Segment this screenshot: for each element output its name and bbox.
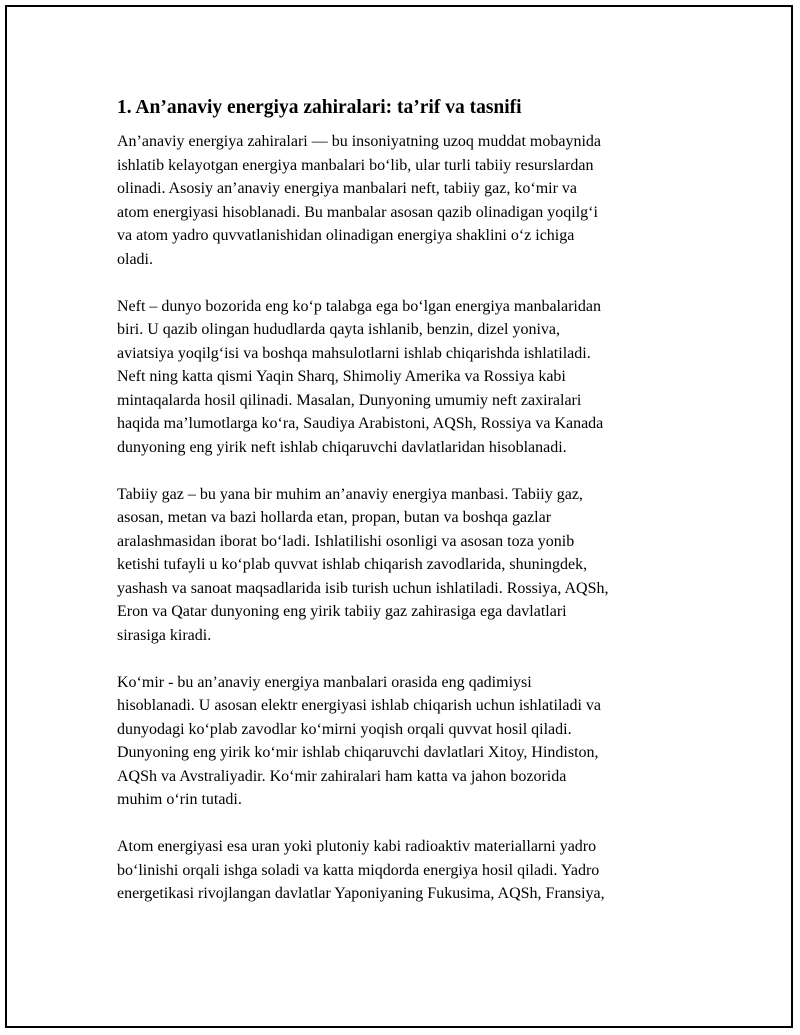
text-line: yashash va sanoat maqsadlarida isib turish uchun ishlatiladi. Rossiya, AQSh, bbox=[117, 579, 609, 597]
text-line: biri. U qazib olingan hududlarda qayta ishlanib, benzin, dizel yoniva, bbox=[117, 321, 560, 338]
paragraph-nuclear bbox=[117, 835, 687, 906]
text-line: Dunyoning eng yirik ko‘mir ishlab chiqaruvchi davlatlari Xitoy, Hindiston, bbox=[117, 744, 599, 761]
text-line: energetikasi rivojlangan davlatlar Yaponiyaning Fukusima, AQSh, Fransiya, bbox=[117, 885, 605, 902]
text-line: olinadi. Asosiy an’anaviy energiya manbalari neft, tabiiy gaz, ko‘mir va bbox=[117, 180, 578, 197]
text-line: Neft ning katta qismi Yaqin Sharq, Shimoliy Amerika va Rossiya kabi bbox=[117, 368, 566, 385]
text-line: haqida ma’lumotlarga ko‘ra, Saudiya Arabistoni, AQSh, Rossiya va Kanada bbox=[117, 415, 604, 432]
text-line: oladi. bbox=[117, 250, 153, 268]
document-body bbox=[117, 95, 687, 906]
text-line: atom energiyasi hisoblanadi. Bu manbalar asosan qazib olinadigan yoqilg‘i bbox=[117, 203, 598, 221]
text-line: ishlatib kelayotgan energiya manbalari bo‘lib, ular turli tabiiy resurslardan bbox=[117, 156, 594, 174]
paragraph-oil bbox=[117, 295, 687, 460]
text-line: Ko‘mir - bu an’anaviy energiya manbalari orasida eng qadimiysi bbox=[117, 673, 532, 691]
text-line: An’anaviy energiya zahiralari — bu insoniyatning uzoq muddat mobaynida bbox=[117, 133, 602, 150]
text-line: sirasiga kiradi. bbox=[117, 626, 212, 644]
paragraph-natural-gas bbox=[117, 483, 687, 648]
text-line: AQSh va Avstraliyadir. Ko‘mir zahiralari ham katta va jahon bozorida bbox=[117, 767, 567, 785]
text-line: bo‘linishi orqali ishga soladi va katta miqdorda energiya hosil qiladi. Yadro bbox=[117, 861, 600, 879]
text-line: Atom energiyasi esa uran yoki plutoniy kabi radioaktiv materiallarni yadro bbox=[117, 838, 597, 855]
text-line: Tabiiy gaz – bu yana bir muhim an’anaviy energiya manbasi. Tabiiy gaz, bbox=[117, 485, 583, 503]
text-line: dunyodagi ko‘plab zavodlar ko‘mirni yoqish orqali quvvat hosil qiladi. bbox=[117, 720, 572, 738]
text-line: ketishi tufayli u ko‘plab quvvat ishlab chiqarish zavodlarida, shuningdek, bbox=[117, 556, 588, 573]
text-line: muhim o‘rin tutadi. bbox=[117, 791, 242, 808]
paragraph-coal bbox=[117, 671, 687, 812]
text-line: aviatsiya yoqilg‘isi va boshqa mahsulotlarni ishlab chiqarishda ishlatiladi. bbox=[117, 344, 591, 362]
text-line: hisoblanadi. U asosan elektr energiyasi ishlab chiqarish uchun ishlatiladi va bbox=[117, 697, 602, 714]
paragraph-intro bbox=[117, 130, 687, 271]
text-line: aralashmasidan iborat bo‘ladi. Ishlatilishi osonligi va asosan toza yonib bbox=[117, 532, 575, 550]
text-line: mintaqalarda hosil qilinadi. Masalan, Dunyoning umumiy neft zaxiralari bbox=[117, 391, 582, 409]
text-line: dunyoning eng yirik neft ishlab chiqaruvchi davlatlaridan hisoblanadi. bbox=[117, 438, 567, 456]
text-line: Neft – dunyo bozorida eng ko‘p talabga ega bo‘lgan energiya manbalaridan bbox=[117, 297, 601, 315]
section-heading: 1. An’anaviy energiya zahiralari: ta’rif va tasnifi bbox=[117, 97, 522, 118]
text-line: asosan, metan va bazi hollarda etan, propan, butan va boshqa gazlar bbox=[117, 509, 552, 526]
text-line: Eron va Qatar dunyoning eng yirik tabiiy gaz zahirasiga ega davlatlari bbox=[117, 603, 567, 620]
text-line: va atom yadro quvvatlanishidan olinadigan energiya shaklini o‘z ichiga bbox=[117, 227, 575, 244]
